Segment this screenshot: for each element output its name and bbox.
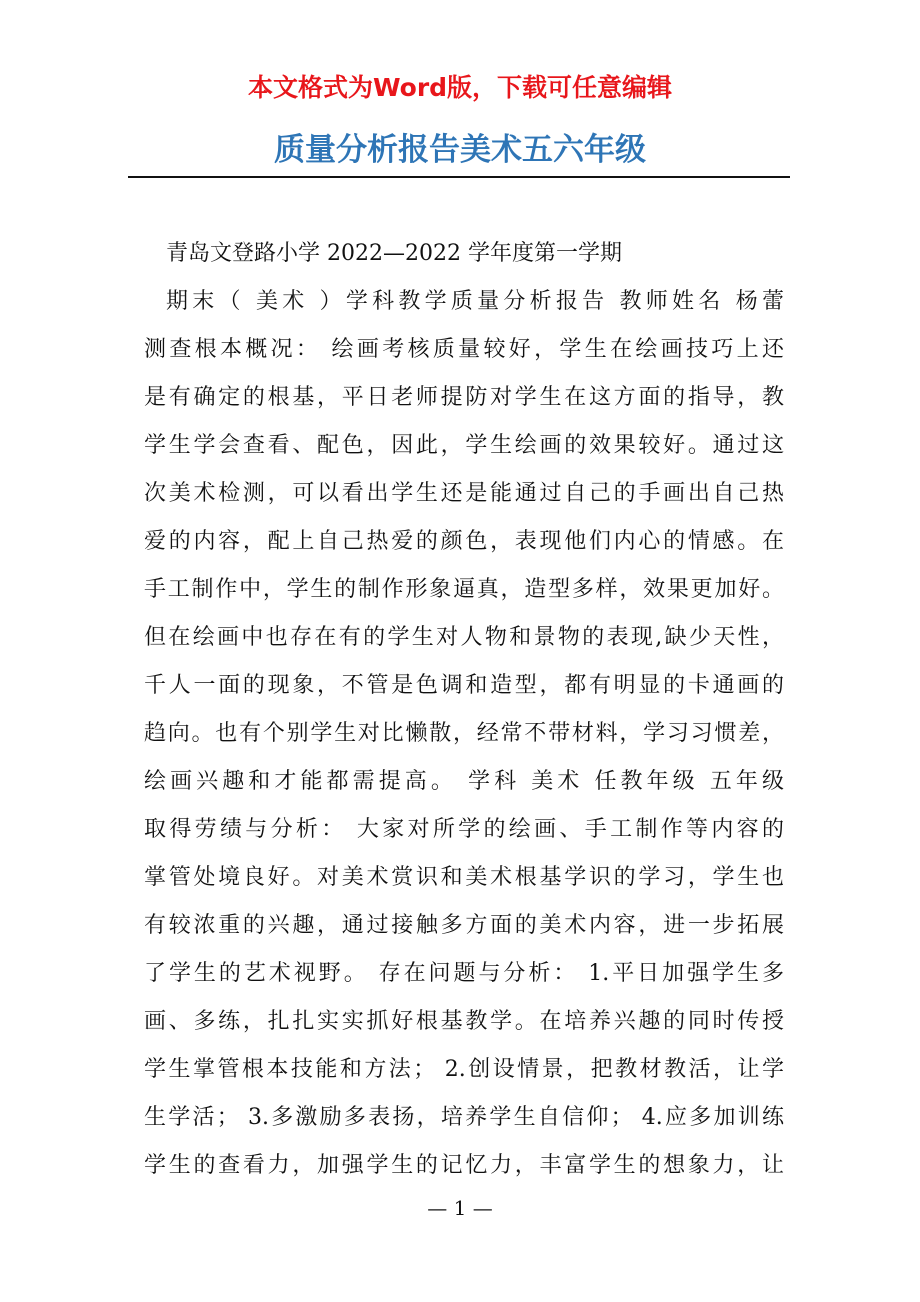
body-line: 千人一面的现象，不管是色调和造型，都有明显的卡通画的 xyxy=(144,673,784,698)
body-line: 手工制作中，学生的制作形象逼真，造型多样，效果更加好。 xyxy=(144,577,784,602)
body-line: 画、多练，扎扎实实抓好根基教学。在培养兴趣的同时传授 xyxy=(144,1009,784,1034)
body-line: 趋向。也有个别学生对比懒散，经常不带材料，学习习惯差， xyxy=(144,721,784,746)
page-number: — 1 — xyxy=(427,1196,493,1220)
body-line: 取得劳绩与分析： 大家对所学的绘画、手工制作等内容的 xyxy=(144,817,784,842)
document-title: 质量分析报告美术五六年级 xyxy=(274,132,646,168)
body-line: 绘画兴趣和才能都需提高。 学科 美术 任教年级 五年级 xyxy=(144,769,784,794)
document-body xyxy=(144,230,784,1190)
body-line: 学生学会查看、配色，因此，学生绘画的效果较好。通过这 xyxy=(144,433,784,458)
body-line: 爱的内容，配上自己热爱的颜色，表现他们内心的情感。在 xyxy=(144,529,784,554)
body-line: 学生的查看力，加强学生的记忆力，丰富学生的想象力，让 xyxy=(144,1153,784,1178)
body-line: 测查根本概况： 绘画考核质量较好，学生在绘画技巧上还 xyxy=(144,337,784,362)
body-line: 生学活； 3.多激励多表扬，培养学生自信仰； 4.应多加训练 xyxy=(144,1105,784,1130)
body-line: 有较浓重的兴趣，通过接触多方面的美术内容，进一步拓展 xyxy=(144,913,784,938)
body-line: 是有确定的根基，平日老师提防对学生在这方面的指导，教 xyxy=(144,385,784,410)
title-divider xyxy=(128,176,790,178)
body-line: 掌管处境良好。对美术赏识和美术根基学识的学习，学生也 xyxy=(144,865,784,890)
body-line: 学生掌管根本技能和方法； 2.创设情景，把教材教活，让学 xyxy=(144,1057,784,1082)
body-line: 期末（ 美术 ）学科教学质量分析报告 教师姓名 杨蕾 xyxy=(166,289,784,314)
format-notice-banner: 本文格式为Word版，下载可任意编辑 xyxy=(247,73,673,102)
body-line: 但在绘画中也存在有的学生对人物和景物的表现,缺少天性， xyxy=(144,625,784,650)
body-line: 青岛文登路小学 2022—2022 学年度第一学期 xyxy=(166,241,622,266)
body-line: 次美术检测，可以看出学生还是能通过自己的手画出自己热 xyxy=(144,481,784,506)
body-line: 了学生的艺术视野。 存在问题与分析： 1.平日加强学生多 xyxy=(144,961,784,986)
